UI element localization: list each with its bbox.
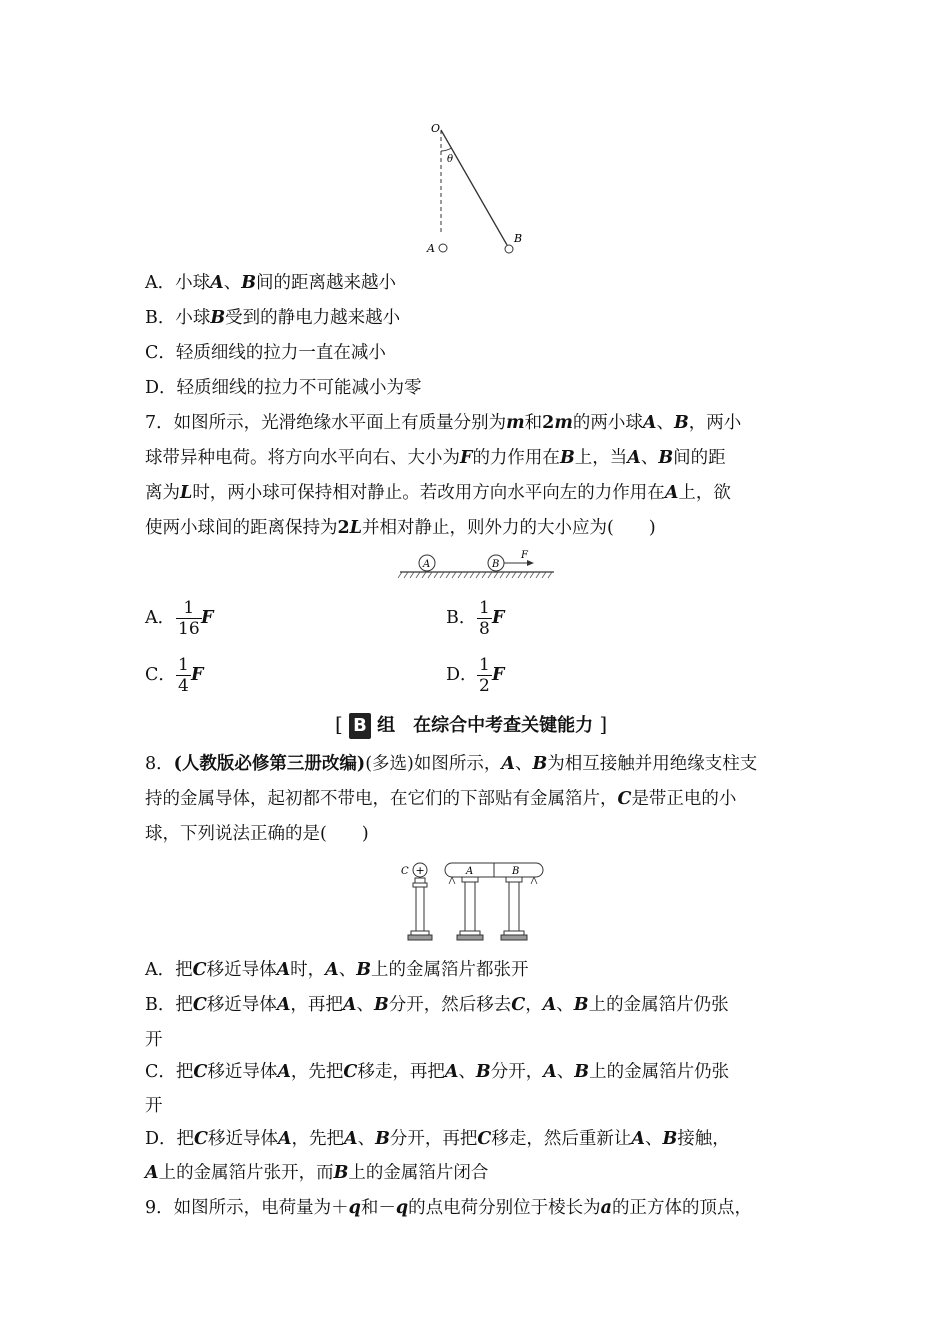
q6-option-c: C．轻质细线的拉力一直在减小: [145, 343, 386, 363]
q6-option-d: D．轻质细线的拉力不可能减小为零: [145, 378, 422, 398]
q8-line-2: 持的金属导体，起初都不带电，在它们的下部贴有金属箔片，C是带正电的小: [145, 789, 737, 809]
q7-option-a-var: F: [201, 608, 214, 628]
q8-option-d-line-2: A上的金属箔片张开，而B上的金属箔片闭合: [145, 1163, 489, 1183]
q7-option-c-label: C．: [145, 665, 176, 685]
q7-option-c-var: F: [191, 665, 204, 685]
q7-option-a-label: A．: [145, 608, 176, 628]
force-f-label: F: [521, 550, 528, 561]
q7-option-a-fraction: $\frac{1}{16}$: [178, 598, 200, 639]
q7-option-c-fraction: $\frac{1}{4}$: [178, 655, 189, 696]
label-b: B: [514, 232, 523, 245]
conductor-b-label: B: [512, 866, 520, 877]
section-badge: B: [349, 713, 371, 739]
q7-line-4: 使两小球间的距离保持为2L并相对静止，则外力的大小应为( ): [145, 518, 656, 538]
q7-option-b-var: F: [492, 608, 505, 628]
label-theta: θ: [447, 154, 454, 165]
ball-b-label: B: [492, 559, 500, 570]
label-o: O: [431, 122, 441, 135]
ball-c-plus: +: [415, 864, 425, 877]
q8-option-b-line-2: 开: [145, 1030, 163, 1050]
q6-option-b: B．小球B受到的静电力越来越小: [145, 308, 401, 328]
q8-option-a: A．把C移近导体A时，A、B上的金属箔片都张开: [145, 960, 529, 980]
q7-option-b-label: B．: [446, 608, 477, 628]
ball-a-label: A: [423, 559, 431, 570]
q7-option-b-fraction: $\frac{1}{8}$: [479, 598, 490, 639]
pendulum-figure: [410, 115, 540, 260]
q8-line-1: 8．(人教版必修第三册改编)(多选)如图所示，A、B为相互接触并用绝缘支柱支: [145, 754, 758, 774]
q8-option-c-line-2: 开: [145, 1096, 163, 1116]
section-heading: [ B 组 在综合中考查关键能力 ]: [335, 711, 607, 739]
q7-option-d-fraction: $\frac{1}{2}$: [479, 655, 490, 696]
q7-line-1: 7．如图所示，光滑绝缘水平面上有质量分别为m和2m的两小球A、B，两小: [145, 413, 742, 433]
q7-option-d-label: D．: [446, 665, 478, 685]
q8-line-3: 球，下列说法正确的是( ): [145, 824, 369, 844]
two-balls-figure: [398, 548, 558, 580]
q8-option-c-line-1: C．把C移近导体A，先把C移走，再把A、B分开，A、B上的金属箔片仍张: [145, 1062, 730, 1082]
q7-option-d-var: F: [492, 665, 505, 685]
label-a: A: [427, 242, 435, 255]
q7-line-3: 离为L时，两小球可保持相对静止。若改用方向水平向左的力作用在A上，欲: [145, 483, 731, 503]
ball-c-label: C: [401, 866, 409, 877]
q9-line-1: 9．如图所示，电荷量为＋q和－q的点电荷分别位于棱长为a的正方体的顶点，: [145, 1198, 752, 1218]
q8-option-d-line-1: D．把C移近导体A，先把A、B分开，再把C移走，然后重新让A、B接触，: [145, 1129, 730, 1149]
conductors-figure: [398, 858, 548, 944]
q6-option-a: A．小球A、B间的距离越来越小: [145, 273, 397, 293]
q8-option-b-line-1: B．把C移近导体A，再把A、B分开，然后移去C，A、B上的金属箔片仍张: [145, 995, 729, 1015]
conductor-a-label: A: [466, 866, 474, 877]
q7-line-2: 球带异种电荷。将方向水平向右、大小为F的力作用在B上，当A、B间的距: [145, 448, 726, 468]
